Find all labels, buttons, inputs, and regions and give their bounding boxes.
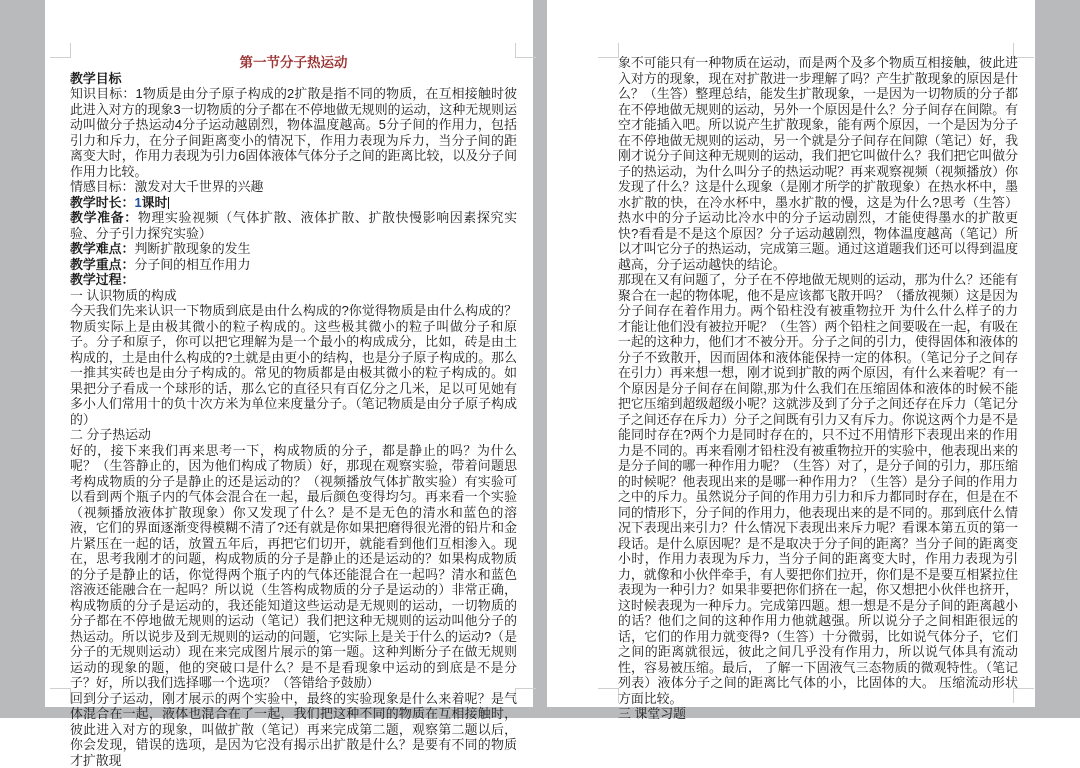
app-background-right (1035, 0, 1080, 707)
duration-line (70, 195, 517, 211)
page-gap (533, 0, 547, 707)
process-heading: 教学过程： (70, 272, 517, 288)
duration-number: 1 (134, 195, 141, 210)
section-1-heading: 一 认识物质的构成 (70, 288, 517, 304)
page-2-text-column (618, 55, 1018, 722)
page-1-text-column (70, 55, 517, 768)
crop-mark-icon (515, 688, 536, 703)
focus-line (70, 257, 517, 273)
duration-label: 教学时长： (70, 195, 134, 210)
section-2-paragraph-2: 回到分子运动，刚才展示的两个实验中，最终的实验现象是什么来着呢？是气体混合在一起，液体也混合在了一起，我们把这种不同的物质在互相接触时，彼此进入对方的现象，叫做扩散（笔记）再来完成第二题，观察第二题以后，你会发现，错误的选项，是因为它没有揭示出扩散是什么？是要有不同的物质才扩散现 (70, 691, 517, 768)
focus-label: 教学重点： (70, 257, 134, 272)
difficulty-label: 教学难点： (70, 241, 134, 256)
prep-label: 教学准备： (70, 210, 138, 225)
section-3-heading: 三 课堂习题 (618, 706, 1018, 722)
emotion-goal-paragraph: 情感目标：激发对大千世界的兴趣 (70, 179, 517, 195)
crop-mark-icon (598, 688, 619, 703)
crop-mark-icon (515, 43, 536, 58)
diffusion-summary-paragraph: 象不可能只有一种物质在运动，而是两个及多个物质互相接触，彼此进入对方的现象，现在对扩散进一步理解了吗？产生扩散现象的原因是什么？（生答）整理总结，能发生扩散现象，一是因为一切物质的分子都在不停地做无规则的运动，另外一个原因是什么？分子间存在间隙。有空才能插入吧。所以说产生扩散现象，能有两个原因，一个是因为分子在不停地做无规则的运动，另一个就是分子间存在间隙（笔记）好，我刚才说分子间这种无规则的运动，我们把它叫做什么？我们把它叫做分子的热运动，为什么叫分子的热运动呢？再来观察视频（视频播放）你发现了什么？这是什么现象（是刚才所学的扩散现象）在热水杯中，墨水扩散的快，在冷水杯中，墨水扩散的慢，这是为什么?思考（生答）热水中的分子运动比冷水中的分子运动剧烈，才能使得墨水的扩散更快?看看是不是这个原因？分子运动越剧烈，物体温度越高（笔记）所以才叫它分子的热运动，完成第三题。通过这道题我们还可以得到温度越高，分子运动越快的结论。 (618, 55, 1018, 272)
difficulty-text: 判断扩散现象的发生 (134, 241, 250, 256)
section-1-paragraph: 今天我们先来认识一下物质到底是由什么构成的?你觉得物质是由什么构成的？物质实际上是由极其微小的粒子构成的。这些极其微小的粒子叫做分子和原子。分子和原子，你可以把它理解为是一个最小的构成成分，比如，砖是由土构成的，土是由什么构成的?土就是由更小的结构，也是分子原子构成的。那么一推其实砖也是由分子构成的。常见的物质都是由极其微小的粒子构成的。如果把分子看成一个球形的话，那么它的直径只有百亿分之几米，足以可见她有多小人们常用十的负十次方米为单位来度量分子。（笔记物质是由分子原子构成的） (70, 303, 517, 427)
section-2-heading: 二 分子热运动 (70, 427, 517, 443)
prep-line (70, 210, 517, 241)
crop-mark-icon (50, 43, 71, 58)
difficulty-line (70, 241, 517, 257)
lesson-title: 第一节分子热运动 (70, 55, 517, 71)
app-background-left (0, 0, 45, 707)
text-cursor (168, 197, 169, 209)
molecular-force-paragraph: 那现在又有问题了，分子在不停地做无规则的运动，那为什么？还能有聚合在一起的物体呢，他不是应该都飞散开吗？（播放视频）这是因为分子间存在着作用力。两个铅柱没有被重物拉开 为什么什么样子的力 才能让他们没有被拉开呢？（生答）两个铅柱之间要吸在一起，有吸在一起的这种力，他们才不被分开。分子之间的引力，使得固体和液体的分子不致散开，因而固体和液体能保持一定的体积。（笔记分子之间存在引力）再来想一想，刚才说到扩散的两个原因，有什么来着呢？有一个原因是分子间存在间隙,那为什么我们在压缩固体和液体的时候不能把它压缩到超级超级小呢？这就涉及到了分子之间还存在斥力（笔记分子之间还存在斥力）分子之间既有引力又有斥力。你说这两个力是不是能同时存在?两个力是同时存在的，只不过不用情形下表现出来的作用力是不同的。再来看刚才铅柱没有被重物拉开的实验中，他表现出来的是分子间的哪一种作用力呢？（生答）对了，是分子间的引力，那压缩的时候呢？他表现出来的是哪一种作用力？（生答）是分子间的作用力之中的斥力。虽然说分子间的作用力引力和斥力都同时存在，但是在不同的情形下，分子间的作用力，他表现出来的是不同的。那到底什么情况下表现出来引力？什么情况下表现出来斥力呢？看课本第五页的第一段话。是什么原因呢？是不是取决于分子间的距离？当分子间的距离变小时，作用力表现为斥力，当分子间的距离变大时，作用力表现为引力，就像和小伙伴牵手，有人要把你们拉开，你们是不是要互相紧拉住表现为一种引力？如果非要把你们挤在一起，你又想把小伙伴也挤开，这时候表现为一种斥力。完成第四题。想一想是不是分子间的距离越小的话？他们之间的这种作用力他就越强。所以说分子之间相距很远的话，它们的作用力就变得?（生答）十分微弱，比如说气体分子，它们之间的距离就很远，彼此之间几乎没有作用力，所以说气体具有流动性，容易被压缩。最后， 了解一下固液气三态物质的微观特性。（笔记列表）液体分子之间的距离比气体的小，比固体的大。 压缩流动形状方面比较。 (618, 272, 1018, 706)
teaching-goal-heading: 教学目标 (70, 71, 517, 87)
crop-mark-icon (598, 43, 619, 58)
prep-text: 物理实验视频（气体扩散、液体扩散、扩散快慢影响因素探究实验、分子引力探究实验） (70, 210, 517, 241)
knowledge-goal-paragraph: 知识目标：1物质是由分子原子构成的2扩散是指不同的物质，在互相接触时彼此进入对方的现象3一切物质的分子都在不停地做无规则的运动，这种无规则运动叫做分子热运动4分子运动越剧烈，物体温度越高。5分子间的作用力，包括引力和斥力，在分子间距离变小的情况下，作用力表现为斥力，当分子间的距离变大时，作用力表现为引力6固体液体气体分子之间的距离比较，以及分子间作用力比较。 (70, 86, 517, 179)
crop-mark-icon (50, 688, 71, 703)
duration-unit: 课时 (142, 195, 168, 210)
focus-text: 分子间的相互作用力 (134, 257, 250, 272)
section-2-paragraph: 好的，接下来我们再来思考一下，构成物质的分子，都是静止的吗？为什么呢？（生答静止的，因为他们构成了物质）好，那现在观察实验，带着问题思考构成物质的分子是静止的还是运动的？（视频播放气体扩散实验）有实验可以看到两个瓶子内的气体会混合在一起，最后颜色变得均匀。再来看一个实验（视频播放液体扩散现象）你又发现了什么？是不是无色的清水和蓝色的溶液，它们的界面逐渐变得模糊不清了?还有就是你如果把磨得很光滑的铅片和金片紧压在一起的话，放置五年后，再把它们切开，就能看到他们互相渗入。现在，思考我刚才的问题，构成物质的分子是静止的还是运动的？如果构成物质的分子是静止的话，你觉得两个瓶子内的气体还能混合在一起吗？清水和蓝色溶液还能融合在一起吗？所以说（生答构成物质的分子是运动的）非常正确，构成物质的分子是运动的，我还能知道这些运动是无规则的运动，一切物质的分子都在不停地做无规则的运动（笔记）我们把这种无规则的运动叫他分子的热运动。所以说步及到无规则的运动的问题，它实际上是关于什么的运动?（是分子的无规则运动）现在来完成图片展示的第一题。这种判断分子在做无规则运动的现象的题，他的突破口是什么？是不是看现象中运动的到底是不是分子？好，所以我们选择哪一个选项？（答错给予鼓励） (70, 443, 517, 691)
